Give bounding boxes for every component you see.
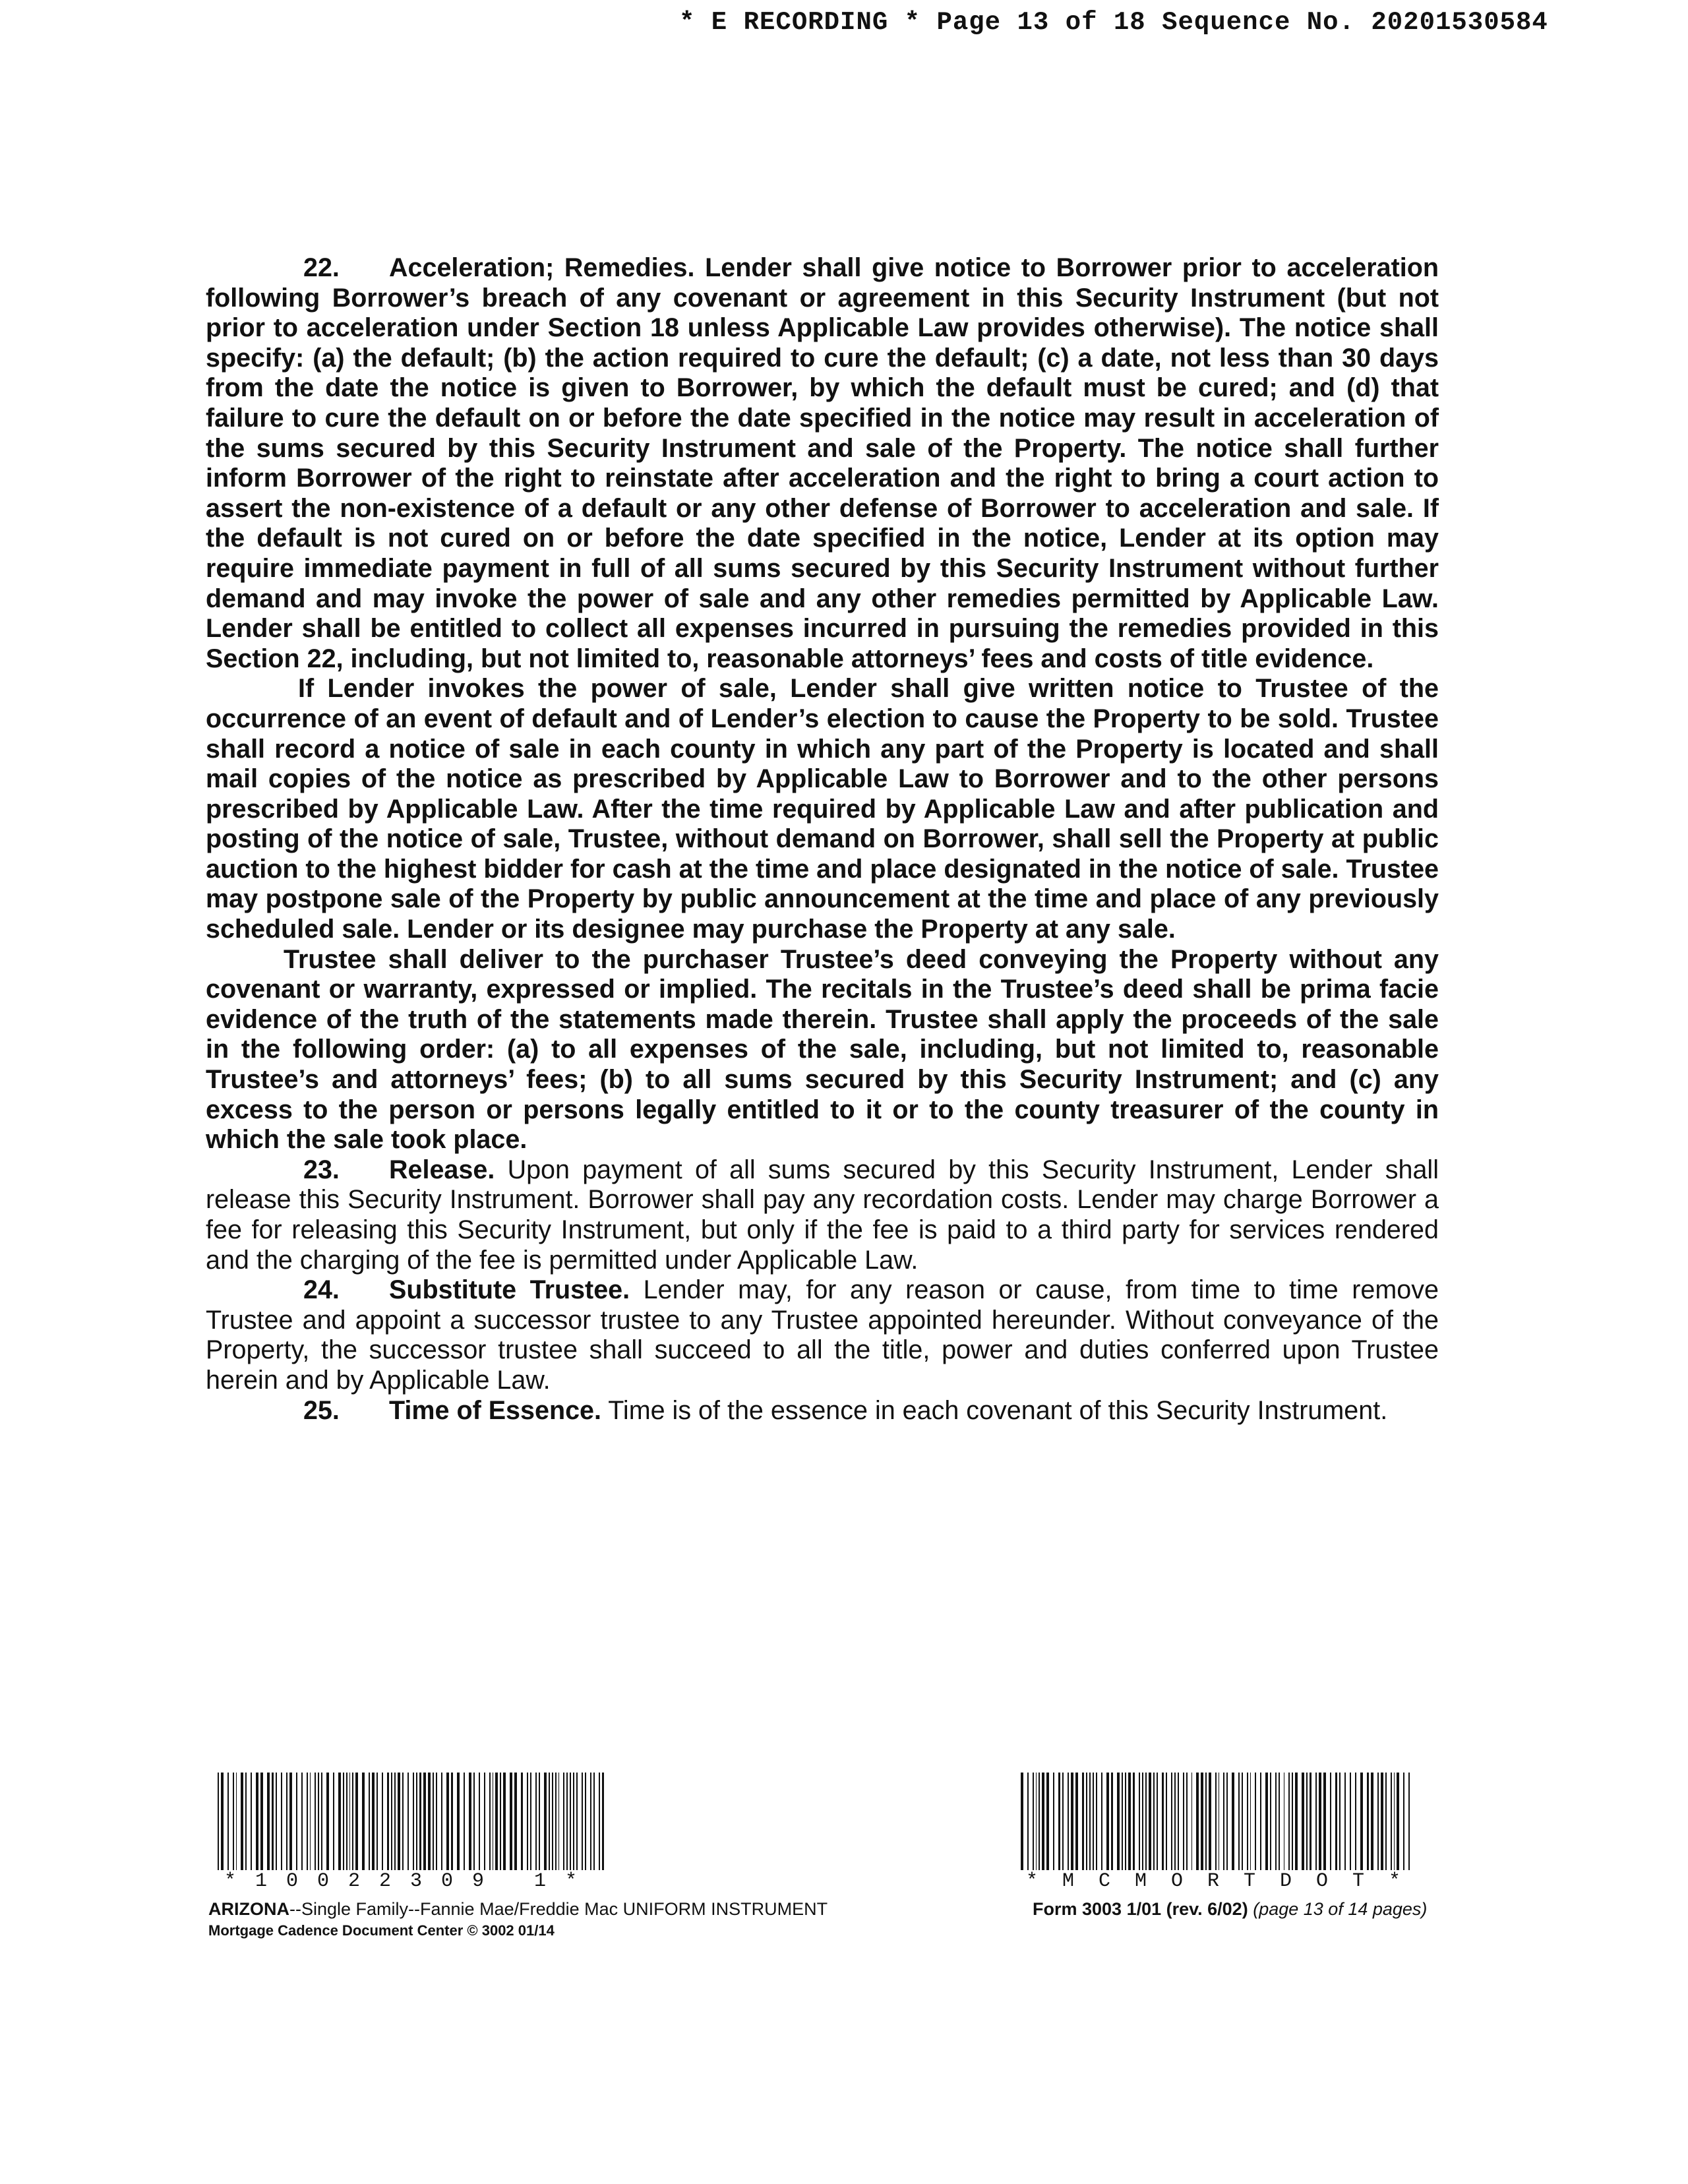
barcode-bar — [464, 1773, 465, 1870]
barcode-bar — [233, 1773, 234, 1870]
barcode-bar — [1232, 1773, 1234, 1870]
barcode-right-caption: *MCMORTDOT* — [1026, 1870, 1426, 1893]
section-23-title: Release. — [389, 1155, 495, 1184]
barcode-bar — [514, 1773, 517, 1870]
footer-form-line — [1033, 1899, 1427, 1920]
barcode-bar — [1371, 1773, 1373, 1870]
barcode-bar — [338, 1773, 341, 1870]
barcode-bar — [530, 1773, 531, 1870]
barcode-bar — [446, 1773, 449, 1870]
barcode-bar — [599, 1773, 600, 1870]
barcode-bar — [1408, 1773, 1410, 1870]
barcode-bar — [1265, 1773, 1268, 1870]
barcode-bar — [352, 1773, 353, 1870]
barcode-bar — [1033, 1773, 1034, 1870]
barcode-bar — [1068, 1773, 1069, 1870]
barcode-bar — [1111, 1773, 1114, 1870]
footer-page-info: (page 13 of 14 pages) — [1253, 1899, 1428, 1919]
barcode-bar — [479, 1773, 480, 1870]
barcode-bar — [1196, 1773, 1199, 1870]
recording-header: * E RECORDING * Page 13 of 18 Sequence No. 20201530584 — [679, 8, 1548, 37]
barcode-bar — [1191, 1773, 1193, 1870]
barcode-bar — [1275, 1773, 1277, 1870]
section-22-para-1 — [206, 253, 1439, 674]
barcode-bar — [1133, 1773, 1135, 1870]
barcode-bar — [289, 1773, 292, 1870]
barcode-left — [218, 1773, 608, 1870]
barcode-bar — [372, 1773, 375, 1870]
barcode-bar — [1093, 1773, 1094, 1870]
section-23 — [206, 1155, 1439, 1275]
barcode-bar — [1145, 1773, 1147, 1870]
barcode-bar — [1027, 1773, 1029, 1870]
barcode-bar — [585, 1773, 586, 1870]
barcode-bar — [590, 1773, 591, 1870]
barcode-bar — [1058, 1773, 1061, 1870]
barcode-bar — [1201, 1773, 1203, 1870]
barcode-bar — [1021, 1773, 1023, 1870]
barcode-bar — [387, 1773, 390, 1870]
barcode-bar — [1391, 1773, 1392, 1870]
barcode-bar — [1288, 1773, 1290, 1870]
barcode-bar — [436, 1773, 437, 1870]
barcode-bar — [423, 1773, 426, 1870]
barcode-bar — [221, 1773, 224, 1870]
barcode-bar — [1344, 1773, 1346, 1870]
section-24-number: 24. — [303, 1275, 340, 1305]
section-25-text: Time is of the essence in each covenant of this Security Instrument. — [608, 1395, 1388, 1425]
barcode-bar — [489, 1773, 491, 1870]
barcode-bar — [1319, 1773, 1321, 1870]
barcode-bar — [369, 1773, 370, 1870]
footer-instrument-type: --Single Family--Fannie Mae/Freddie Mac UNIFORM INSTRUMENT — [289, 1899, 828, 1919]
barcode-bar — [535, 1773, 537, 1870]
barcode-bar — [382, 1773, 383, 1870]
barcode-bar — [1205, 1773, 1207, 1870]
barcode-bar — [227, 1773, 229, 1870]
barcode-right — [1021, 1773, 1414, 1870]
section-22-para-2: If Lender invokes the power of sale, Lender shall give written notice to Trustee of the occurrence of an event of default and of Lender’s election to cause the Property to be sold. Trustee shall record a notice of sale in each county in which any part of the Property is located and shall mail copies of the notice as prescribed by Applicable Law to Borrower and to the other persons prescribed by Applicable Law. After the time required by Applicable Law and after publication and posting of the notice of sale, Trustee, without demand on Borrower, shall sell the Property at public auction to the highest bidder for cash at the time and place designated in the notice of sale. Trustee may postpone sale of the Property by public announcement at the time and place of any previously scheduled sale. Lender or its designee may purchase the Property at any sale. — [206, 674, 1439, 944]
footer-form-number: Form 3003 1/01 (rev. 6/02) — [1033, 1899, 1248, 1919]
barcode-bar — [493, 1773, 494, 1870]
barcode-bar — [539, 1773, 540, 1870]
barcode-left-caption: *10022309 1* — [224, 1870, 597, 1893]
barcode-bar — [1157, 1773, 1158, 1870]
barcode-bar — [272, 1773, 274, 1870]
barcode-bar — [1053, 1773, 1054, 1870]
barcode-bar — [1247, 1773, 1248, 1870]
footer-state: ARIZONA — [208, 1899, 289, 1919]
barcode-bar — [1125, 1773, 1126, 1870]
barcode-bar — [349, 1773, 351, 1870]
barcode-bar — [1089, 1773, 1091, 1870]
barcode-bar — [1128, 1773, 1131, 1870]
barcode-bar — [1178, 1773, 1179, 1870]
barcode-bar — [457, 1773, 460, 1870]
barcode-bar — [576, 1773, 578, 1870]
section-23-text: Upon payment of all sums secured by this Security Instrument, Lender shall release this Security Instrument. Borrower shall pay any recordation costs. Lender may charge Borrower a fee for releasing this Security Instrument, but only if the fee is paid to a third party for services rendered and the charging of the fee is permitted under Applicable Law. — [206, 1155, 1439, 1275]
barcode-bar — [1186, 1773, 1188, 1870]
barcode-bar — [582, 1773, 583, 1870]
barcode-bar — [1367, 1773, 1370, 1870]
barcode-bar — [500, 1773, 501, 1870]
barcode-bar — [1174, 1773, 1176, 1870]
barcode-bar — [318, 1773, 319, 1870]
section-24 — [206, 1275, 1439, 1395]
barcode-bar — [1377, 1773, 1379, 1870]
barcode-bar — [1106, 1773, 1109, 1870]
barcode-bar — [1323, 1773, 1326, 1870]
barcode-bar — [1075, 1773, 1078, 1870]
barcode-bar — [602, 1773, 605, 1870]
barcode-bar — [510, 1773, 512, 1870]
barcode-bar — [251, 1773, 252, 1870]
barcode-bar — [1279, 1773, 1280, 1870]
barcode-bar — [1394, 1773, 1395, 1870]
barcode-bar — [1284, 1773, 1285, 1870]
barcode-bar — [407, 1773, 409, 1870]
barcode-bar — [1335, 1773, 1338, 1870]
barcode-bar — [1071, 1773, 1073, 1870]
barcode-bar — [236, 1773, 237, 1870]
barcode-bar — [321, 1773, 322, 1870]
barcode-bar — [1330, 1773, 1331, 1870]
barcode-bar — [1215, 1773, 1217, 1870]
barcode-bar — [419, 1773, 422, 1870]
barcode-bar — [503, 1773, 506, 1870]
barcode-bar — [1209, 1773, 1211, 1870]
barcode-bar — [1397, 1773, 1399, 1870]
barcode-bar — [241, 1773, 243, 1870]
barcode-bar — [1350, 1773, 1351, 1870]
section-22-text-1: Lender shall give notice to Borrower prior to acceleration following Borrower’s breach of any covenant or agreement in this Security Instrument (but not prior to acceleration under Section 18 unless Applicable Law provides otherwise). The notice shall specify: (a) the default; (b) the action required to cure the default; (c) a date, not less than 30 days from the date the notice is given to Borrower, by which the default must be cured; and (d) that failure to cure the default on or before the date specified in the notice may result in acceleration of the sums secured by this Security Instrument and sale of the Property. The notice shall further inform Borrower of the right to reinstate after acceleration and the right to bring a court action to assert the non-existence of a default or any other defense of Borrower to acceleration and sale. If the default is not cured on or before the date specified in the notice, Lender at its option may require immediate payment in full of all sums secured by this Security Instrument without further demand and may invoke the power of sale and any other remedies permitted by Applicable Law. Lender shall be entitled to collect all expenses incurred in pursuing the remedies provided in this Section 22, including, but not limited to, reasonable attorneys’ fees and costs of title evidence. — [206, 253, 1439, 673]
section-22-number: 22. — [303, 253, 340, 282]
section-25 — [206, 1396, 1439, 1426]
barcode-bar — [544, 1773, 547, 1870]
barcode-bar — [218, 1773, 219, 1870]
barcode-bar — [260, 1773, 263, 1870]
barcode-bar — [1153, 1773, 1155, 1870]
barcode-bar — [1403, 1773, 1404, 1870]
barcode-bar — [1122, 1773, 1123, 1870]
barcode-bar — [1142, 1773, 1143, 1870]
barcode-bar — [1292, 1773, 1293, 1870]
barcode-bar — [355, 1773, 358, 1870]
section-24-title: Substitute Trustee. — [389, 1275, 630, 1305]
barcode-bar — [413, 1773, 414, 1870]
barcode-bar — [1250, 1773, 1251, 1870]
barcode-bar — [301, 1773, 303, 1870]
barcode-bar — [267, 1773, 270, 1870]
barcode-bar — [1381, 1773, 1383, 1870]
barcode-bar — [441, 1773, 442, 1870]
barcode-bar — [558, 1773, 560, 1870]
barcode-bar — [433, 1773, 434, 1870]
barcode-bar — [1039, 1773, 1040, 1870]
footer-right — [1033, 1899, 1427, 1920]
barcode-bar — [484, 1773, 485, 1870]
barcode-bar — [1162, 1773, 1164, 1870]
barcode-bar — [1046, 1773, 1049, 1870]
barcode-bar — [1219, 1773, 1220, 1870]
document-body — [206, 253, 1439, 1426]
barcode-bar — [1339, 1773, 1341, 1870]
barcode-bar — [570, 1773, 571, 1870]
barcode-bar — [402, 1773, 404, 1870]
barcode-bar — [394, 1773, 396, 1870]
section-22-title: Acceleration; Remedies. — [389, 253, 695, 282]
barcode-bar — [296, 1773, 297, 1870]
footer-document-center: Mortgage Cadence Document Center © 3002 01/14 — [208, 1922, 555, 1939]
section-24-text: Lender may, for any reason or cause, from time to time remove Trustee and appoint a successor trustee to any Trustee appointed hereunder. Without conveyance of the Property, the successor trustee shall succeed to all the title, power and duties conferred upon Trustee herein and by Applicable Law. — [206, 1275, 1439, 1395]
footer-instrument-line — [208, 1899, 828, 1920]
barcode-bar — [1166, 1773, 1167, 1870]
footer-left — [208, 1899, 828, 1939]
barcode-bar — [307, 1773, 308, 1870]
barcode-bar — [1226, 1773, 1228, 1870]
barcode-bar — [552, 1773, 553, 1870]
barcode-bar — [593, 1773, 595, 1870]
barcode-bar — [1096, 1773, 1097, 1870]
barcode-bar — [1295, 1773, 1298, 1870]
barcode-bar — [310, 1773, 311, 1870]
section-25-number: 25. — [303, 1395, 340, 1425]
barcode-bar — [326, 1773, 329, 1870]
barcode-bar — [315, 1773, 316, 1870]
barcode-bar — [1062, 1773, 1064, 1870]
barcode-bar — [245, 1773, 247, 1870]
barcode-bar — [391, 1773, 392, 1870]
barcode-bar — [416, 1773, 417, 1870]
section-22-para-3: Trustee shall deliver to the purchaser Trustee’s deed conveying the Property without any covenant or warranty, expressed or implied. The recitals in the Trustee’s deed shall be prima facie evidence of the truth of the statements made therein. Trustee shall apply the proceeds of the sale in the following order: (a) to all expenses of the sale, including, but not limited to, reasonable Trustee’s and attorneys’ fees; (b) to all sums secured by this Security Instrument; and (c) any excess to the person or persons legally entitled to it or to the county treasurer of the county in which the sale took place. — [206, 944, 1439, 1155]
section-23-number: 23. — [303, 1155, 340, 1184]
barcode-bar — [1101, 1773, 1102, 1870]
barcode-bar — [1306, 1773, 1308, 1870]
barcode-bar — [527, 1773, 528, 1870]
barcode-bar — [1310, 1773, 1312, 1870]
barcode-bar — [1360, 1773, 1363, 1870]
barcode-bar — [1042, 1773, 1044, 1870]
barcode-bar — [1385, 1773, 1387, 1870]
barcode-bar — [346, 1773, 347, 1870]
barcode-bar — [1183, 1773, 1184, 1870]
barcode-bar — [1315, 1773, 1317, 1870]
barcode-bar — [286, 1773, 287, 1870]
barcode-bar — [469, 1773, 471, 1870]
barcode-bar — [1270, 1773, 1271, 1870]
barcode-bar — [1223, 1773, 1224, 1870]
barcode-bar — [1149, 1773, 1151, 1870]
barcode-bar — [1255, 1773, 1256, 1870]
barcode-bar — [473, 1773, 475, 1870]
barcode-bar — [281, 1773, 282, 1870]
section-25-title: Time of Essence. — [389, 1395, 601, 1425]
barcode-bar — [549, 1773, 550, 1870]
barcode-bar — [1117, 1773, 1120, 1870]
barcode-bar — [1355, 1773, 1356, 1870]
barcode-bar — [1260, 1773, 1261, 1870]
barcode-bar — [256, 1773, 258, 1870]
barcode-bar — [1302, 1773, 1304, 1870]
barcode-bar — [1139, 1773, 1140, 1870]
barcode-bar — [1082, 1773, 1085, 1870]
barcode-bar — [398, 1773, 400, 1870]
barcode-bar — [451, 1773, 454, 1870]
barcode-bar — [362, 1773, 365, 1870]
barcode-bar — [555, 1773, 557, 1870]
barcode-bar — [276, 1773, 277, 1870]
barcode-bar — [428, 1773, 431, 1870]
barcode-bar — [566, 1773, 568, 1870]
barcode-bar — [343, 1773, 344, 1870]
barcode-bar — [1171, 1773, 1172, 1870]
barcode-bar — [521, 1773, 524, 1870]
barcode-bar — [377, 1773, 378, 1870]
barcode-bar — [333, 1773, 334, 1870]
barcode-bar — [1238, 1773, 1240, 1870]
barcode-bar — [573, 1773, 574, 1870]
barcode-bar — [1036, 1773, 1037, 1870]
barcode-bar — [1086, 1773, 1087, 1870]
barcode-bar — [495, 1773, 498, 1870]
barcode-bar — [563, 1773, 564, 1870]
barcode-bar — [1242, 1773, 1243, 1870]
